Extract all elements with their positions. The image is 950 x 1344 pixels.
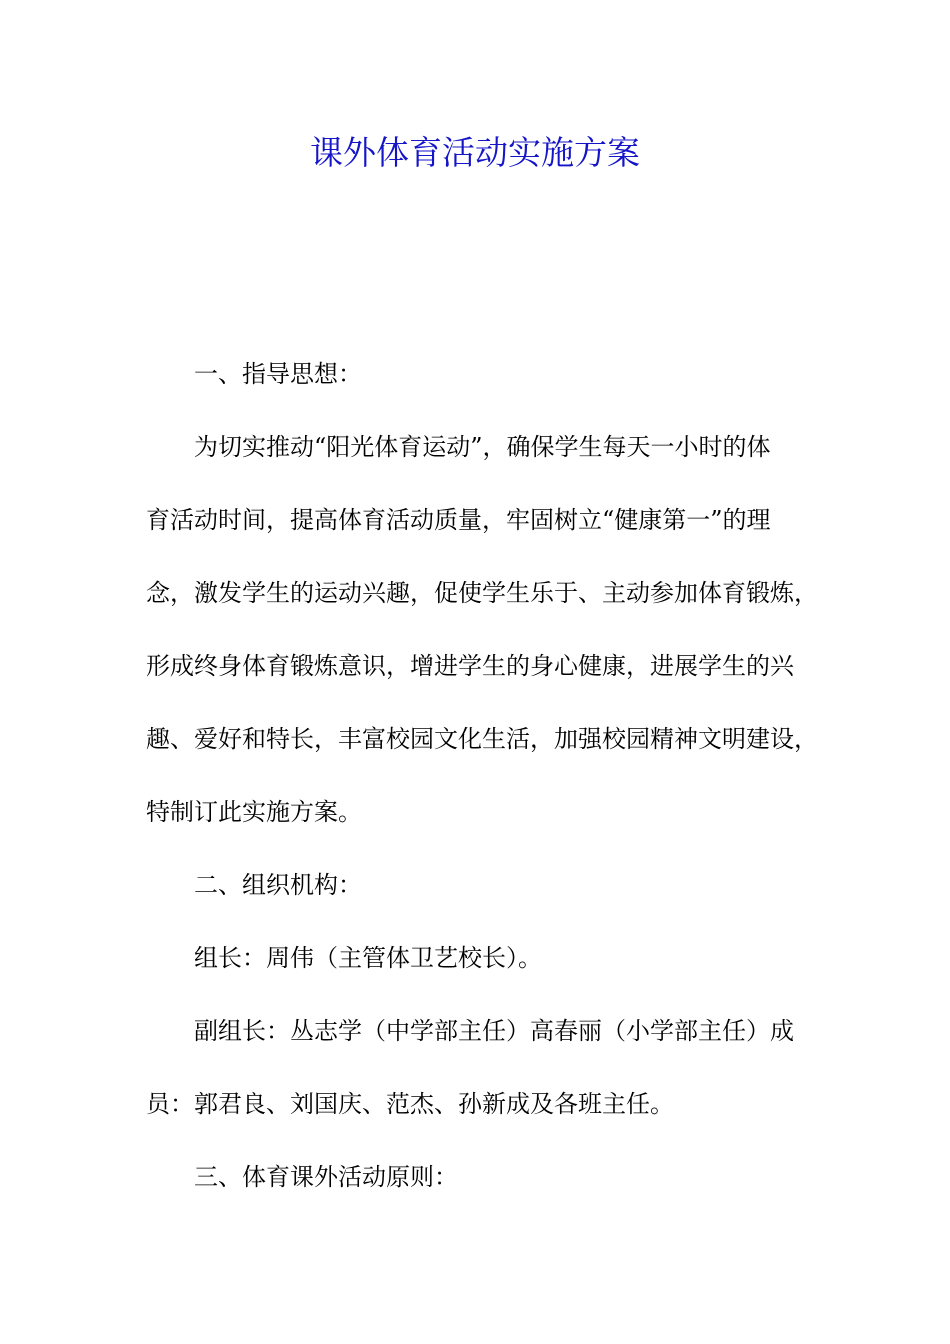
- section-heading-principles: [146, 1141, 836, 1214]
- paragraph-group-leader: [146, 922, 836, 995]
- text-line: 二、组织机构：: [194, 871, 362, 899]
- text-line: 一、指导思想：: [194, 360, 362, 388]
- text-line: 育活动时间，提高体育活动质量，牢固树立“健康第一”的理: [146, 506, 771, 534]
- section-heading-organization: [146, 849, 836, 922]
- text-line: 特制订此实施方案。: [146, 798, 362, 826]
- paragraph-guiding-ideology: [146, 411, 836, 849]
- text-line: 念，激发学生的运动兴趣，促使学生乐于、主动参加体育锻炼，: [146, 579, 818, 607]
- text-line: 形成终身体育锻炼意识，增进学生的身心健康，进展学生的兴: [146, 652, 794, 680]
- text-line: 员：郭君良、刘国庆、范杰、孙新成及各班主任。: [146, 1090, 674, 1118]
- text-line: 副组长：丛志学（中学部主任）高春丽（小学部主任）成: [194, 1017, 794, 1045]
- document-title: 课外体育活动实施方案: [310, 133, 640, 172]
- text-line: 趣、爱好和特长，丰富校园文化生活，加强校园精神文明建设，: [146, 725, 818, 753]
- text-line: 组长：周伟（主管体卫艺校长）。: [194, 944, 542, 972]
- document-body: [146, 338, 836, 1214]
- paragraph-deputy-leaders: [146, 995, 836, 1141]
- text-line: 为切实推动“阳光体育运动”，确保学生每天一小时的体: [194, 433, 771, 461]
- text-line: 三、体育课外活动原则：: [194, 1163, 458, 1191]
- section-heading-guiding-ideology: [146, 338, 836, 411]
